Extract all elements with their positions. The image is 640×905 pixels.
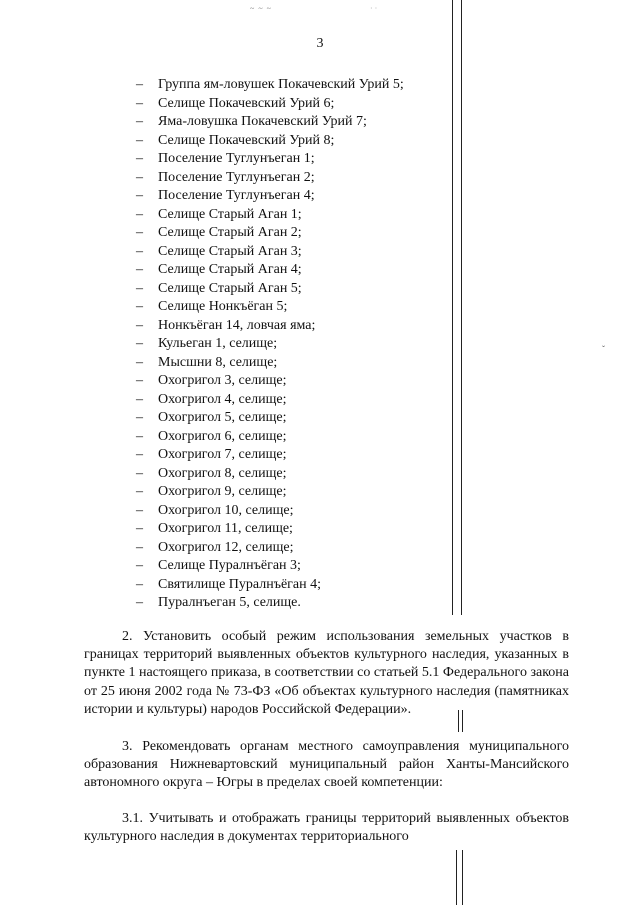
list-dash: – [136, 336, 143, 351]
list-dash: – [136, 243, 143, 259]
page-number: 3 [316, 36, 324, 51]
scan-speck: ˇ [602, 344, 605, 354]
list-item-text: Селище Покачевский Урий 8; [158, 132, 335, 148]
list-item [136, 113, 404, 132]
list-item-text: Селище Старый Аган 3; [158, 243, 302, 259]
list-item-text: Охогригол 12, селище; [158, 539, 294, 555]
list-item [136, 224, 404, 243]
list-item-text: Охогригол 8, селище; [158, 465, 287, 481]
list-dash: – [136, 521, 143, 536]
list-item [136, 169, 404, 188]
list-dash: – [136, 151, 143, 166]
list-item-text: Охогригол 10, селище; [158, 502, 294, 518]
paragraph-3-1: 3.1. Учитывать и отображать границы территорий выявленных объектов культурного наследия в документах территориального [84, 811, 569, 845]
scan-binding-line [456, 850, 457, 905]
list-dash: – [136, 354, 143, 370]
list-item-text: Охогригол 11, селище; [158, 521, 293, 536]
list-item-text: Поселение Туглунъеган 2; [158, 169, 315, 185]
list-dash: – [136, 77, 143, 92]
list-item [136, 446, 404, 465]
list-dash: – [136, 262, 143, 277]
list-item-text: Охогригол 9, селище; [158, 484, 287, 499]
list-item [136, 206, 404, 225]
list-dash: – [136, 484, 143, 499]
paragraph-2: 2. Установить особый режим использования земельных участков в границах территорий выявленных объектов культурного наследия, указанных в пункте 1 настоящего приказа, в соответствии со статьей 5.1 Федерального закона от 25 июня 2002 года № 73-ФЗ «Об объектах культурного наследия (памятниках истории и культуры) народов Российской Федерации». [84, 629, 569, 717]
list-item-text: Охогригол 4, селище; [158, 391, 287, 407]
list-item-text: Охогригол 6, селище; [158, 428, 287, 444]
list-dash: – [136, 410, 143, 425]
list-dash: – [136, 428, 143, 444]
scan-binding-line [452, 0, 453, 615]
list-item [136, 557, 404, 576]
list-item [136, 261, 404, 280]
list-item [136, 428, 404, 447]
list-item-text: Селище Пуралнъёган 3; [158, 558, 301, 573]
list-item [136, 354, 404, 373]
list-dash: – [136, 169, 143, 185]
scan-binding-line [462, 850, 463, 905]
list-item [136, 187, 404, 206]
list-dash: – [136, 95, 143, 111]
list-item-text: Мысшни 8, селище; [158, 354, 278, 370]
list-dash: – [136, 558, 143, 573]
list-item-text: Селище Старый Аган 2; [158, 225, 302, 240]
list-item-text: Яма-ловушка Покачевский Урий 7; [158, 114, 367, 129]
list-item-text: Группа ям-ловушек Покачевский Урий 5; [158, 77, 404, 92]
list-item [136, 465, 404, 484]
list-item [136, 280, 404, 299]
list-item-text: Нонкъёган 14, ловчая яма; [158, 317, 316, 333]
list-item [136, 317, 404, 336]
list-item [136, 298, 404, 317]
list-item-text: Охогригол 7, селище; [158, 447, 287, 462]
list-item-text: Селище Старый Аган 1; [158, 206, 302, 222]
list-dash: – [136, 447, 143, 462]
paragraph-3: 3. Рекомендовать органам местного самоуправления муниципального образования Нижневартовский муниципальный район Ханты-Мансийского автономного округа – Югры в пределах своей компетенции: [84, 739, 569, 791]
list-item [136, 520, 404, 539]
list-dash: – [136, 576, 143, 592]
list-dash: – [136, 188, 143, 203]
list-item-text: Селище Старый Аган 5; [158, 280, 302, 296]
heritage-site-list [136, 76, 404, 613]
list-item-text: Охогригол 5, селище; [158, 410, 287, 425]
list-dash: – [136, 206, 143, 222]
list-item [136, 391, 404, 410]
list-item-text: Поселение Туглунъеган 1; [158, 151, 315, 166]
scan-binding-line [461, 0, 462, 615]
list-item [136, 372, 404, 391]
list-item [136, 95, 404, 114]
list-dash: – [136, 280, 143, 296]
list-dash: – [136, 317, 143, 333]
list-dash: – [136, 225, 143, 240]
list-dash: – [136, 114, 143, 129]
list-dash: – [136, 595, 143, 610]
list-dash: – [136, 391, 143, 407]
list-item-text: Селище Покачевский Урий 6; [158, 95, 335, 111]
scan-artifact-mark: · · [370, 4, 378, 13]
scan-artifact-mark: ~ ~ ~ [250, 4, 272, 13]
list-dash: – [136, 373, 143, 388]
list-item [136, 483, 404, 502]
list-dash: – [136, 299, 143, 314]
list-item-text: Селище Нонкъёган 5; [158, 299, 288, 314]
list-item [136, 150, 404, 169]
list-item-text: Святилище Пуралнъёган 4; [158, 576, 322, 592]
list-item [136, 335, 404, 354]
list-item-text: Кульеган 1, селище; [158, 336, 278, 351]
list-item-text: Охогригол 3, селище; [158, 373, 287, 388]
list-item [136, 539, 404, 558]
list-dash: – [136, 539, 143, 555]
list-item-text: Пуралнъеган 5, селище. [158, 595, 301, 610]
list-dash: – [136, 465, 143, 481]
list-dash: – [136, 502, 143, 518]
list-item [136, 576, 404, 595]
list-item [136, 409, 404, 428]
list-item [136, 76, 404, 95]
list-item [136, 594, 404, 613]
list-item-text: Поселение Туглунъеган 4; [158, 188, 315, 203]
list-item [136, 132, 404, 151]
list-item [136, 243, 404, 262]
list-item-text: Селище Старый Аган 4; [158, 262, 302, 277]
list-item [136, 502, 404, 521]
list-dash: – [136, 132, 143, 148]
